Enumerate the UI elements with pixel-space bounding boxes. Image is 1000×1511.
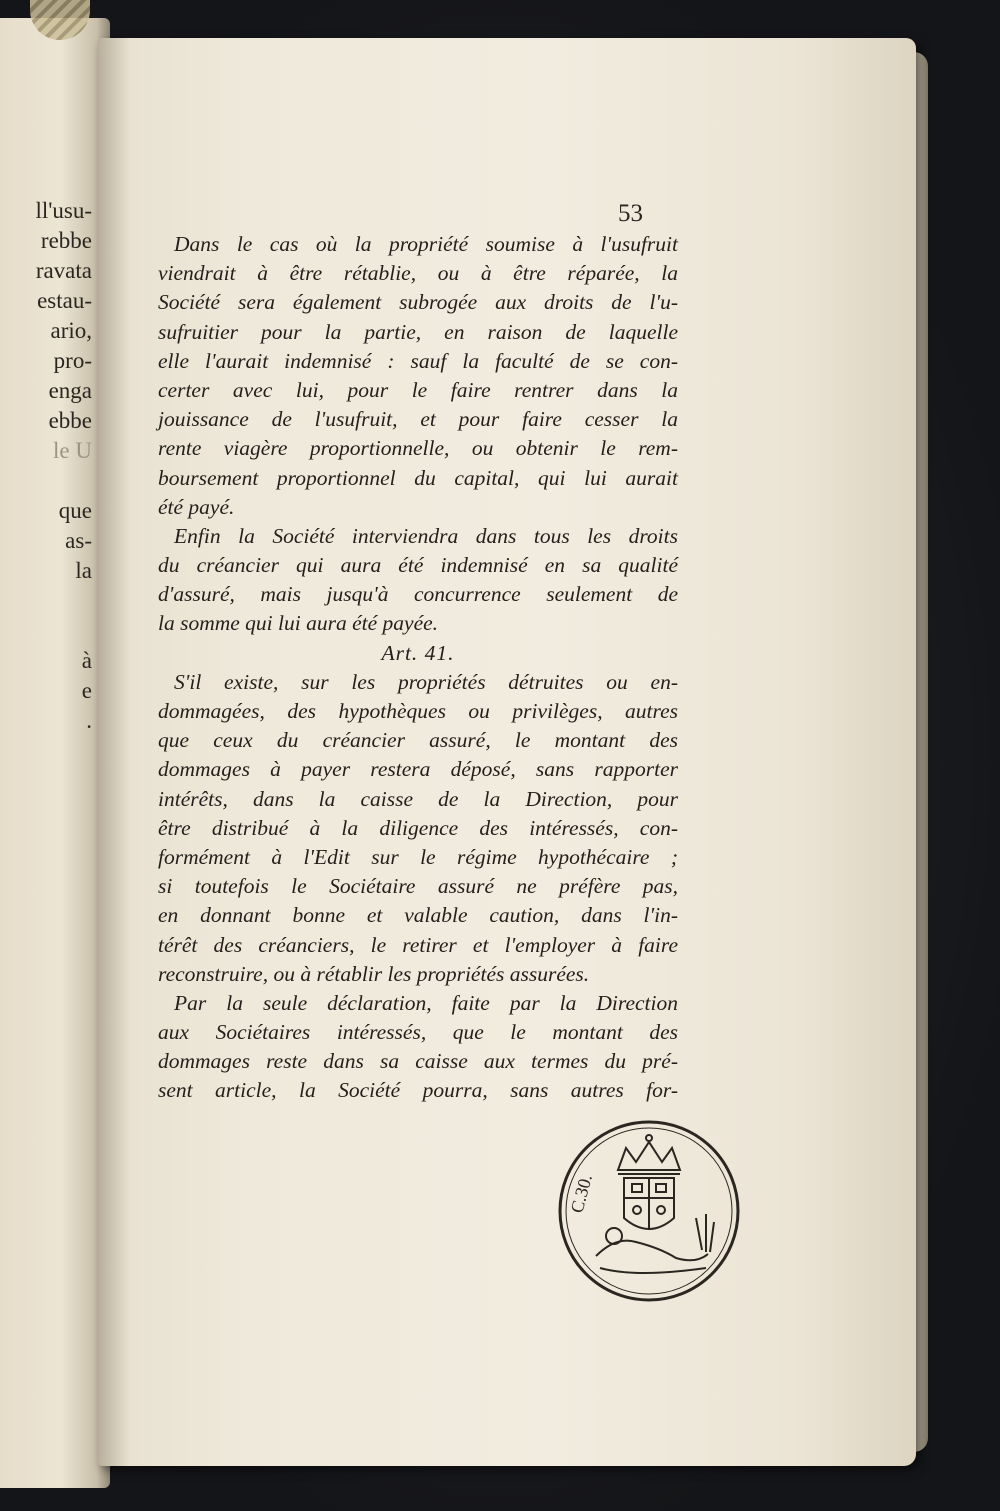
crown-icon: [618, 1135, 680, 1174]
text-line: boursement proportionnel du capital, qui lui aurait: [158, 465, 678, 490]
stamp-label: C.30.: [566, 1172, 596, 1216]
page-text: [158, 230, 678, 1106]
text-line: du créancier qui aura été indemnisé en sa qualité: [158, 553, 678, 578]
article-heading: Art. 41.: [381, 640, 455, 665]
facing-page-fragment: rebbe: [40, 228, 92, 253]
facing-page-fragment: la: [75, 558, 92, 583]
facing-page-fragment: .: [86, 708, 92, 733]
text-line: dommages à payer restera déposé, sans rapporter: [158, 757, 678, 782]
text-line: dommages reste dans sa caisse aux termes du pré-: [158, 1049, 678, 1074]
text-line: aux Sociétaires intéressés, que le montant des: [158, 1020, 678, 1045]
text-line: la somme qui lui aura été payée.: [158, 611, 439, 636]
text-line: Enfin la Société interviendra dans tous les droits: [174, 523, 678, 548]
facing-page-fragment: ravata: [35, 258, 92, 283]
page-number: 53: [618, 200, 643, 227]
text-line: être distribué à la diligence des intéressés, con-: [158, 815, 678, 840]
text-line: été payé.: [158, 494, 235, 519]
text-line: certer avec lui, pour le faire rentrer dans la: [158, 377, 678, 402]
facing-page-fragment: le U: [53, 438, 92, 463]
text-line: d'assuré, mais jusqu'à concurrence seulement de: [158, 582, 678, 607]
facing-page-fragment: ll'usu-: [35, 198, 92, 223]
facing-page-fragment: ebbe: [48, 408, 92, 433]
text-line: viendrait à être rétablie, ou à être réparée, la: [158, 261, 678, 286]
facing-page-fragment: pro-: [53, 348, 92, 373]
facing-page-fragment: e: [81, 678, 92, 703]
facing-page: [0, 18, 110, 1488]
coat-of-arms-icon: [624, 1178, 674, 1230]
facing-page-fragment: enga: [48, 378, 92, 403]
facing-page-fragment: à: [81, 648, 92, 673]
text-line: elle l'aurait indemnisé : sauf la faculté de se con-: [158, 348, 678, 373]
facing-page-fragment: estau-: [37, 288, 92, 313]
text-line: Société sera également subrogée aux droits de l'u-: [158, 290, 678, 315]
text-line: reconstruire, ou à rétablir les propriétés assurées.: [158, 961, 590, 986]
text-line: formément à l'Edit sur le régime hypothécaire ;: [158, 844, 678, 869]
text-line: S'il existe, sur les propriétés détruites ou en-: [174, 669, 678, 694]
text-line: sufruitier pour la partie, en raison de laquelle: [158, 319, 678, 344]
text-line: Dans le cas où la propriété soumise à l'usufruit: [174, 232, 678, 256]
facing-page-fragment: ario,: [50, 318, 92, 343]
facing-page-fragment: que: [58, 498, 92, 523]
text-line: intérêts, dans la caisse de la Direction, pour: [158, 786, 678, 811]
text-line: térêt des créanciers, le retirer et l'employer à faire: [158, 932, 678, 957]
library-stamp: [556, 1118, 742, 1304]
text-line: si toutefois le Sociétaire assuré ne préfère pas,: [158, 874, 678, 899]
text-line: rente viagère proportionnelle, ou obtenir le rem-: [158, 436, 678, 461]
text-line: jouissance de l'usufruit, et pour faire cesser la: [158, 407, 678, 432]
facing-page-fragment: as-: [65, 528, 92, 553]
text-line: que ceux du créancier assuré, le montant des: [158, 728, 678, 753]
text-line: sent article, la Société pourra, sans autres for-: [158, 1078, 678, 1103]
text-line: en donnant bonne et valable caution, dans l'in-: [158, 903, 678, 928]
reclining-figure-icon: [596, 1214, 714, 1273]
text-line: Par la seule déclaration, faite par la Direction: [174, 990, 678, 1015]
text-line: dommagées, des hypothèques ou privilèges, autres: [158, 699, 678, 723]
